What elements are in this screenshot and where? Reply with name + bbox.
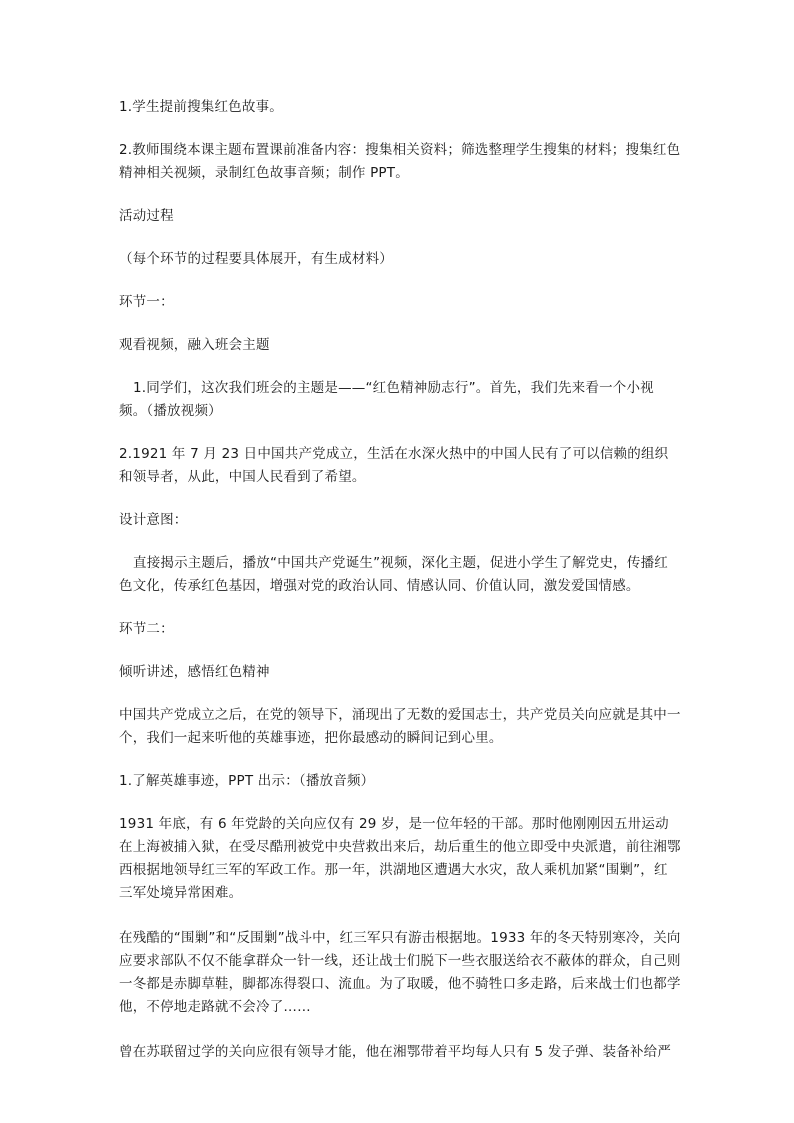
paragraph-hero-intro: 中国共产党成立之后，在党的领导下，涌现出了无数的爱国志士，共产党员关向应就是其中一个，我们一起来听他的英雄事迹，把你最感动的瞬间记到心里。 [119,707,681,746]
subheading-watch-video: 观看视频，融入班会主题 [119,337,270,353]
paragraph-story-1931: 1931 年底，有 6 年党龄的关向应仅有 29 岁，是一位年轻的干部。那时他刚刚因五卅运动在上海被捕入狱，在受尽酷刑被党中央营救出来后，劫后重生的他立即受中央派遣，前往湘鄂西根据地领导红三军的军政工作。那一年，洪湖地区遭遇大水灾，敌人乘机加紧“围剿”，红三军处境异常困难。 [119,816,681,901]
paragraph-theme-intro: 1.同学们，这次我们班会的主题是——“红色精神励志行”。首先，我们先来看一个小视频。（播放视频） [119,380,654,419]
note-process-detail: （每个环节的过程要具体展开，有生成材料） [119,251,393,267]
heading-activity-process: 活动过程 [119,208,174,224]
paragraph-ppt-audio: 1.了解英雄事迹，PPT 出示：（播放音频） [119,773,375,789]
paragraph-story-1933: 在残酷的“围剿”和“反围剿”战斗中，红三军只有游击根据地。1933 年的冬天特别寒冷，关向应要求部队不仅不能拿群众一针一线，还让战士们脱下一些衣服送给衣不蔽体的群众，自己则一冬都是赤脚草鞋，脚都冻得裂口、流血。为了取暖，他不骑牲口多走路，后来战士们也都学他，不停地走路就不会冷了…… [119,930,681,1015]
heading-section-two: 环节二： [119,621,174,637]
document-body [119,96,681,1084]
paragraph-party-founding: 2.1921 年 7 月 23 日中国共产党成立，生活在水深火热中的中国人民有了可以信赖的组织和领导者，从此，中国人民看到了希望。 [119,446,669,485]
paragraph-prep-students: 1.学生提前搜集红色故事。 [119,99,283,115]
heading-section-one: 环节一： [119,294,174,310]
paragraph-prep-teacher: 2.教师围绕本课主题布置课前准备内容：搜集相关资料；筛选整理学生搜集的材料；搜集红色精神相关视频，录制红色故事音频；制作 PPT。 [119,142,681,181]
subheading-listen-story: 倾听讲述，感悟红色精神 [119,664,270,680]
paragraph-design-intent: 直接揭示主题后，播放“中国共产党诞生”视频，深化主题，促进小学生了解党史，传播红色文化，传承红色基因，增强对党的政治认同、情感认同、价值认同，激发爱国情感。 [119,555,668,594]
heading-design-intent: 设计意图： [119,512,188,528]
paragraph-story-leadership: 曾在苏联留过学的关向应很有领导才能，他在湘鄂带着平均每人只有 5 发子弹、装备补给严 [119,1044,672,1060]
